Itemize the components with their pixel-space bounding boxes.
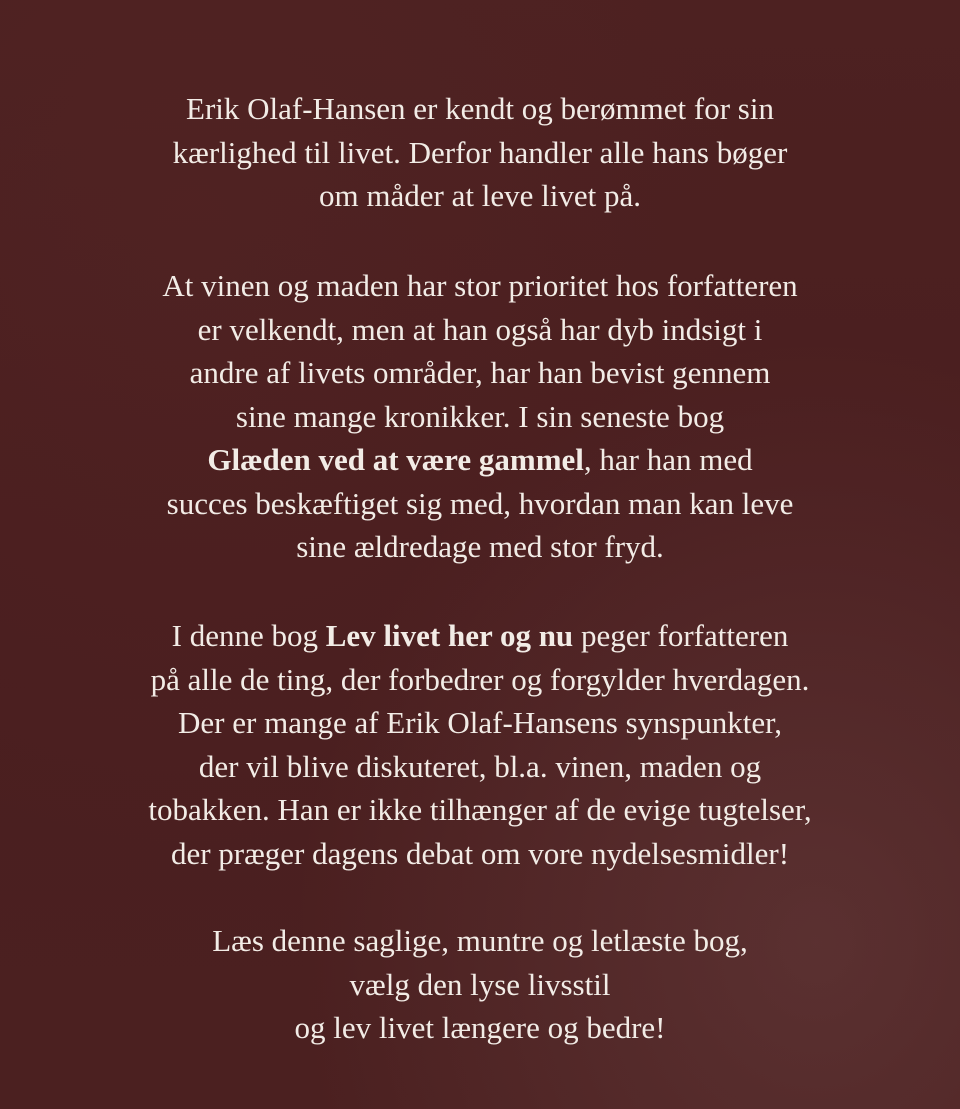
text-line: sine mange kronikker. I sin seneste bog xyxy=(235,398,725,434)
paragraph-author-intro xyxy=(40,87,920,218)
text-line: At vinen og maden har stor prioritet hos forfatteren xyxy=(162,268,798,303)
text-line: er velkendt, men at han også har dyb indsigt i xyxy=(197,311,763,347)
text-line: succes beskæftiget sig med, hvordan man kan leve xyxy=(166,485,794,521)
paragraph-book-description xyxy=(40,614,920,875)
text-line: på alle de ting, der forbedrer og forgylder hverdagen. xyxy=(150,661,810,697)
paragraph-author-background xyxy=(40,264,920,569)
text-fragment: , har han med xyxy=(583,442,753,477)
text-line: vælg den lyse livsstil xyxy=(349,966,611,1002)
text-fragment: I denne bog xyxy=(171,618,326,653)
paragraph-closing-call xyxy=(40,919,920,1050)
text-line: kærlighed til livet. Derfor handler alle hans bøger xyxy=(172,134,788,170)
text-line: der vil blive diskuteret, bl.a. vinen, maden og xyxy=(198,748,762,784)
text-line: andre af livets områder, har han bevist gennem xyxy=(189,355,771,390)
text-line: Erik Olaf-Hansen er kendt og berømmet for sin xyxy=(186,91,774,126)
text-line xyxy=(40,438,920,482)
text-line: om måder at leve livet på. xyxy=(319,178,641,213)
text-line: og lev livet længere og bedre! xyxy=(294,1010,666,1045)
text-line: der præger dagens debat om vore nydelsesmidler! xyxy=(170,835,790,871)
text-line xyxy=(40,614,920,658)
text-line: Der er mange af Erik Olaf-Hansens synspunkter, xyxy=(178,705,782,740)
text-line: sine ældredage med stor fryd. xyxy=(296,529,664,564)
text-line: tobakken. Han er ikke tilhænger af de evige tugtelser, xyxy=(148,792,812,827)
previous-book-title: Glæden ved at være gammel xyxy=(207,442,584,477)
text-line: Læs denne saglige, muntre og letlæste bog, xyxy=(212,923,748,958)
text-fragment: peger forfatteren xyxy=(573,618,789,653)
book-title: Lev livet her og nu xyxy=(325,618,574,653)
